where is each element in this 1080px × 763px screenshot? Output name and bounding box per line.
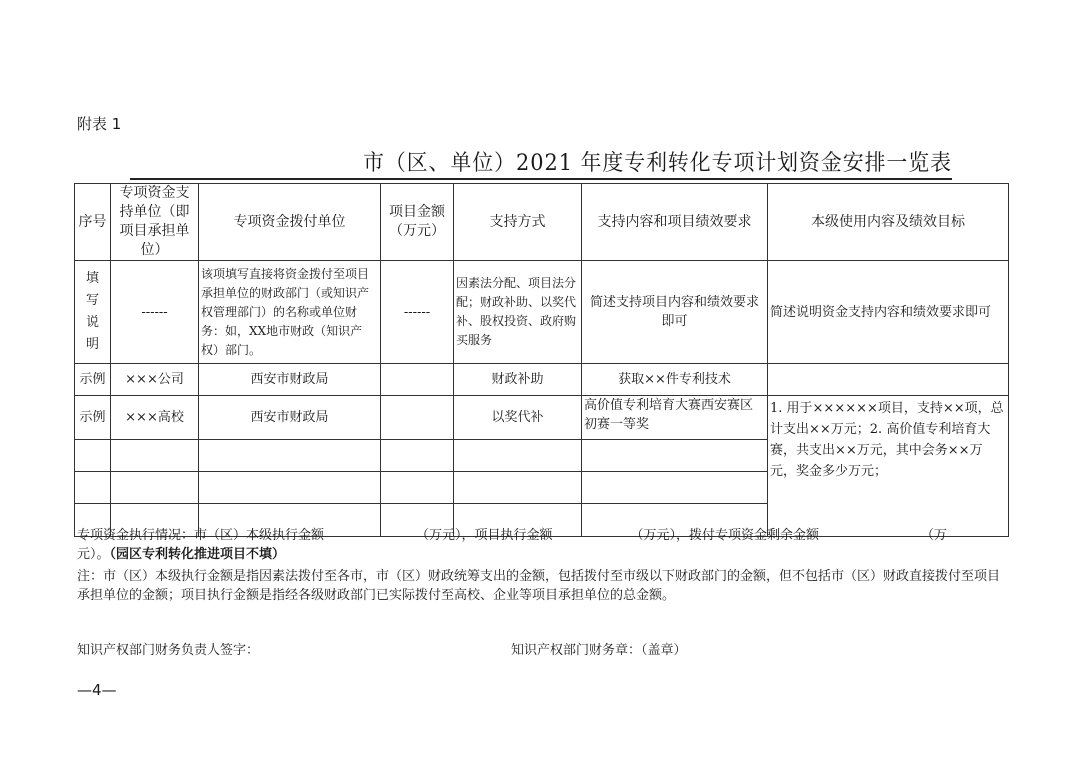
fill-target: 简述说明资金支持内容和绩效要求即可 <box>768 261 1009 364</box>
funding-table <box>74 183 1009 537</box>
header-seq: 序号 <box>75 184 111 261</box>
table-row <box>75 364 1009 396</box>
row-unit: ×××高校 <box>111 396 199 440</box>
row-target <box>768 364 1009 396</box>
row-amount <box>381 364 454 396</box>
fill-amount: ------ <box>381 261 454 364</box>
page-title: 市（区、单位）2021 年度专利转化专项计划资金安排一览表 <box>130 148 952 180</box>
signature-right: 知识产权部门财务章：（盖章） <box>511 643 687 658</box>
table-row <box>75 396 1009 440</box>
header-pay-unit: 专项资金拨付单位 <box>199 184 381 261</box>
example-target: 1. 用于××××××项目，支持××项，总计支出××万元；2. 高价值专利培育大赛，共支出××万元，其中会务××万元，奖金多少万元； <box>768 396 1009 537</box>
row-pay-unit: 西安市财政局 <box>199 396 381 440</box>
fill-seq: 填写说明 <box>75 261 111 364</box>
header-amount: 项目金额（万元） <box>381 184 454 261</box>
header-unit: 专项资金支持单位（即项目承担单位） <box>111 184 199 261</box>
row-method: 以奖代补 <box>454 396 582 440</box>
fill-method: 因素法分配、项目法分配；财政补助、以奖代补、股权投资、政府购买服务 <box>454 261 582 364</box>
fill-pay-unit: 该项填写直接将资金拨付至项目承担单位的财政部门（或知识产权管理部门）的名称或单位财务：如，XX地市财政（知识产权）部门。 <box>199 261 381 364</box>
header-target: 本级使用内容及绩效目标 <box>768 184 1009 261</box>
row-method: 财政补助 <box>454 364 582 396</box>
header-content: 支持内容和项目绩效要求 <box>582 184 768 261</box>
row-content: 获取××件专利技术 <box>582 364 768 396</box>
attachment-label: 附表 1 <box>77 115 122 133</box>
row-unit: ×××公司 <box>111 364 199 396</box>
row-pay-unit: 西安市财政局 <box>199 364 381 396</box>
row-content: 高价值专利培育大赛西安赛区初赛一等奖 <box>582 396 768 440</box>
fill-instruction-row <box>75 261 1009 364</box>
row-seq: 示例 <box>75 364 111 396</box>
footnote: 注：市（区）本级执行金额是指因素法拨付至各市，市（区）财政统筹支出的金额，包括拨付至市级以下财政部门的金额，但不包括市（区）财政直接拨付至项目承担单位的金额；项目执行金额是指经各级财政部门已实际拨付至高校、企业等项目承担单位的总金额。 <box>77 569 1001 603</box>
row-seq: 示例 <box>75 396 111 440</box>
signature-left: 知识产权部门财务负责人签字： <box>77 643 260 658</box>
page-number: —4— <box>77 681 117 699</box>
fill-unit: ------ <box>111 261 199 364</box>
header-row <box>75 184 1009 261</box>
fill-content: 简述支持项目内容和绩效要求即可 <box>582 261 768 364</box>
header-method: 支持方式 <box>454 184 582 261</box>
row-amount <box>381 396 454 440</box>
execution-note: 专项资金执行情况：市（区）本级执行金额 （万元），项目执行金额 （万元），拨付专项资金剩余金额 （万 元）。（园区专利转化推进项目不填） <box>77 528 948 562</box>
